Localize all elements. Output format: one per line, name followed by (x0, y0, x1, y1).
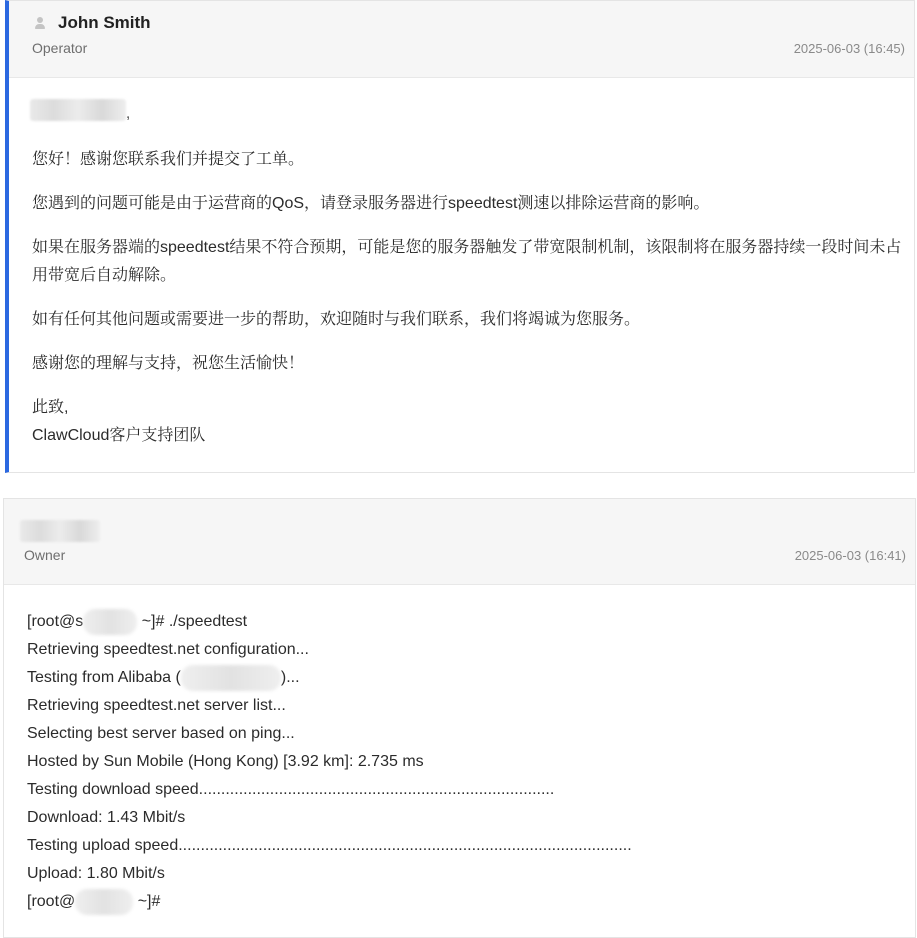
message-card-operator (5, 0, 915, 473)
terminal-line: [root@s ~]# ./speedtest (27, 608, 247, 636)
terminal-line: Upload: 1.80 Mbit/s (27, 865, 165, 882)
author-row (33, 13, 151, 33)
message-header (9, 1, 914, 78)
message-card-owner (3, 498, 916, 938)
message-paragraph: 您遇到的问题可能是由于运营商的QoS，请登录服务器进行speedtest测速以排除运营商的影响。 (32, 195, 710, 212)
message-header (4, 499, 915, 585)
author-name: John Smith (58, 13, 151, 32)
message-paragraph: 如果在服务器端的speedtest结果不符合预期，可能是您的服务器触发了带宽限制机制，该限制将在服务器持续一段时间未占用带宽后自动解除。 (32, 239, 902, 284)
redacted-hostname (83, 609, 137, 635)
terminal-line: Retrieving speedtest.net server list... (27, 697, 286, 714)
terminal-line: Retrieving speedtest.net configuration... (27, 641, 309, 658)
terminal-line: Hosted by Sun Mobile (Hong Kong) [3.92 km]: 2.735 ms (27, 753, 424, 770)
terminal-line: Testing download speed................................................................................ (27, 781, 555, 798)
terminal-line: Download: 1.43 Mbit/s (27, 809, 186, 826)
message-timestamp: 2025-06-03 (16:45) (793, 41, 905, 56)
signoff-team: ClawCloud客户支持团队 (32, 427, 206, 444)
terminal-line: Testing upload speed...................................................................................................... (27, 837, 632, 854)
redacted-owner-name (20, 520, 100, 542)
message-paragraph: 如有任何其他问题或需要进一步的帮助，欢迎随时与我们联系，我们将竭诚为您服务。 (32, 311, 641, 328)
author-role: Operator (32, 40, 88, 56)
greeting-comma: , (126, 105, 131, 122)
terminal-line: [root@ ~]# (27, 888, 160, 916)
redacted-hostname (75, 889, 133, 915)
message-paragraph: 您好！感谢您联系我们并提交了工单。 (32, 151, 305, 168)
user-icon (33, 16, 47, 30)
message-timestamp: 2025-06-03 (16:41) (794, 548, 906, 563)
terminal-line: Testing from Alibaba ( )... (27, 664, 300, 692)
author-role: Owner (24, 547, 66, 563)
terminal-line: Selecting best server based on ping... (27, 725, 295, 742)
redacted-recipient-name (30, 99, 126, 121)
signoff-closing: 此致, (32, 399, 69, 416)
message-paragraph: 感谢您的理解与支持，祝您生活愉快！ (32, 355, 305, 372)
redacted-ip-address (181, 665, 281, 691)
